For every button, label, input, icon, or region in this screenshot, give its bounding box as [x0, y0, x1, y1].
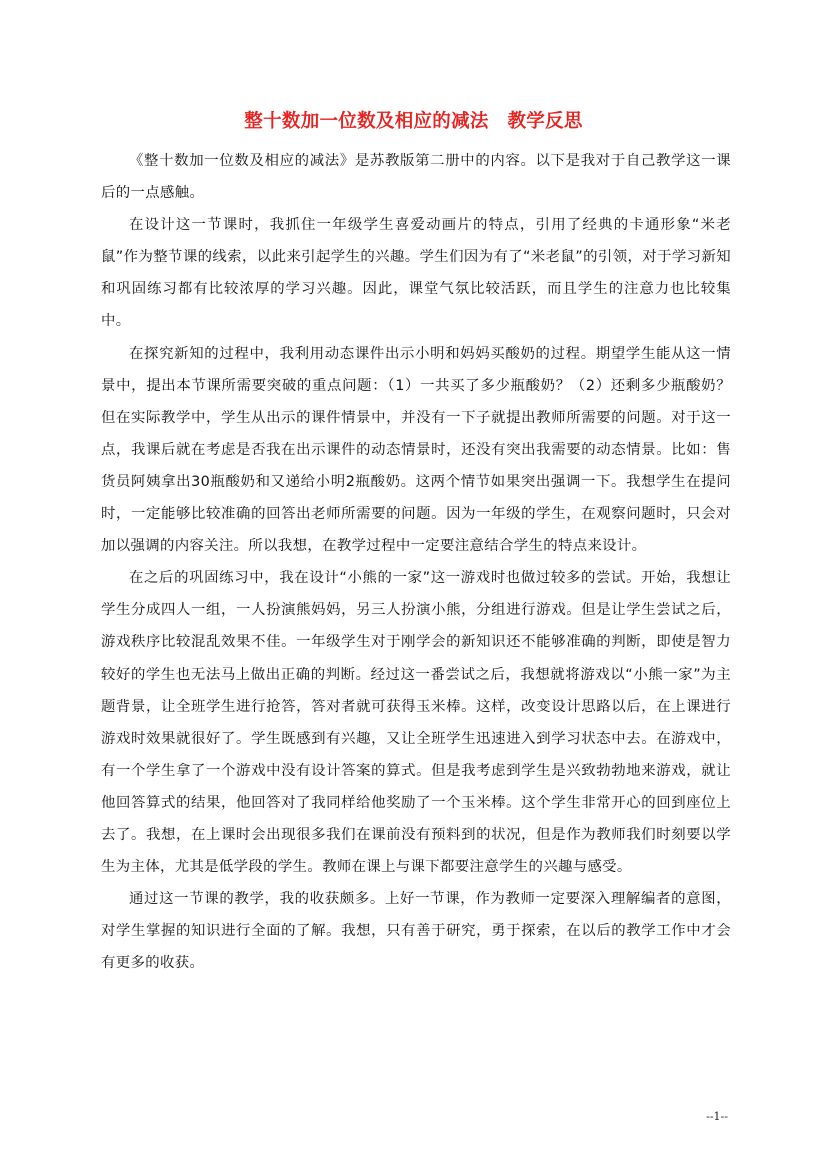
- document-title: 整十数加一位数及相应的减法 教学反思: [244, 111, 583, 132]
- paragraph-conclusion: 通过这一节课的教学，我的收获颇多。上好一节课，作为教师一定要深入理解编者的意图，对学生掌握的知识进行全面的了解。我想，只有善于研究，勇于探索，在以后的教学工作中才会有更多的收获。: [101, 891, 731, 972]
- page-number: --1--: [706, 1110, 728, 1123]
- paragraph-practice: 在之后的巩固练习中，我在设计“小熊的一家”这一游戏时也做过较多的尝试。开始，我想让学生分成四人一组，一人扮演熊妈妈，另三人扮演小熊，分组进行游戏。但是让学生尝试之后，游戏秩序比较混乱效果不佳。一年级学生对于刚学会的新知识还不能够准确的判断，即使是智力较好的学生也无法马上做出正确的判断。经过这一番尝试之后，我想就将游戏以“小熊一家”为主题背景，让全班学生进行抢答，答对者就可获得玉米棒。这样，改变设计思路以后，在上课进行游戏时效果就很好了。学生既感到有兴趣，又让全班学生迅速进入到学习状态中去。在游戏中，有一个学生拿了一个游戏中没有设计答案的算式。但是我考虑到学生是兴致勃勃地来游戏，就让他回答算式的结果，他回答对了我同样给他奖励了一个玉米棒。这个学生非常开心的回到座位上去了。我想，在上课时会出现很多我们在课前没有预料到的状况，但是作为教师我们时刻要以学生为主体，尤其是低学段的学生。教师在课上与课下都要注意学生的兴趣与感受。: [101, 570, 731, 876]
- paragraph-exploration: 在探究新知的过程中，我利用动态课件出示小明和妈妈买酸奶的过程。期望学生能从这一情景中，提出本节课所需要突破的重点问题：（1）一共买了多少瓶酸奶？（2）还剩多少瓶酸奶？但在实际教学中，学生从出示的课件情景中，并没有一下子就提出教师所需要的问题。对于这一点，我课后就在考虑是否我在出示课件的动态情景时，还没有突出我需要的动态情景。比如：售货员阿姨拿出30瓶酸奶和又递给小明2瓶酸奶。这两个情节如果突出强调一下。我想学生在提问时，一定能够比较准确的回答出老师所需要的问题。因为一年级的学生，在观察问题时，只会对加以强调的内容关注。所以我想，在教学过程中一定要注意结合学生的特点来设计。: [101, 345, 731, 555]
- paragraph-intro: 《整十数加一位数及相应的减法》是苏教版第二册中的内容。以下是我对于自己教学这一课后的一点感触。: [101, 153, 731, 202]
- paragraph-design: 在设计这一节课时，我抓住一年级学生喜爱动画片的特点，引用了经典的卡通形象“米老鼠”作为整节课的线索，以此来引起学生的兴趣。学生们因为有了“米老鼠”的引领，对于学习新知和巩固练习都有比较浓厚的学习兴趣。因此，课堂气氛比较活跃，而且学生的注意力也比较集中。: [101, 217, 731, 330]
- document-body: [101, 145, 731, 979]
